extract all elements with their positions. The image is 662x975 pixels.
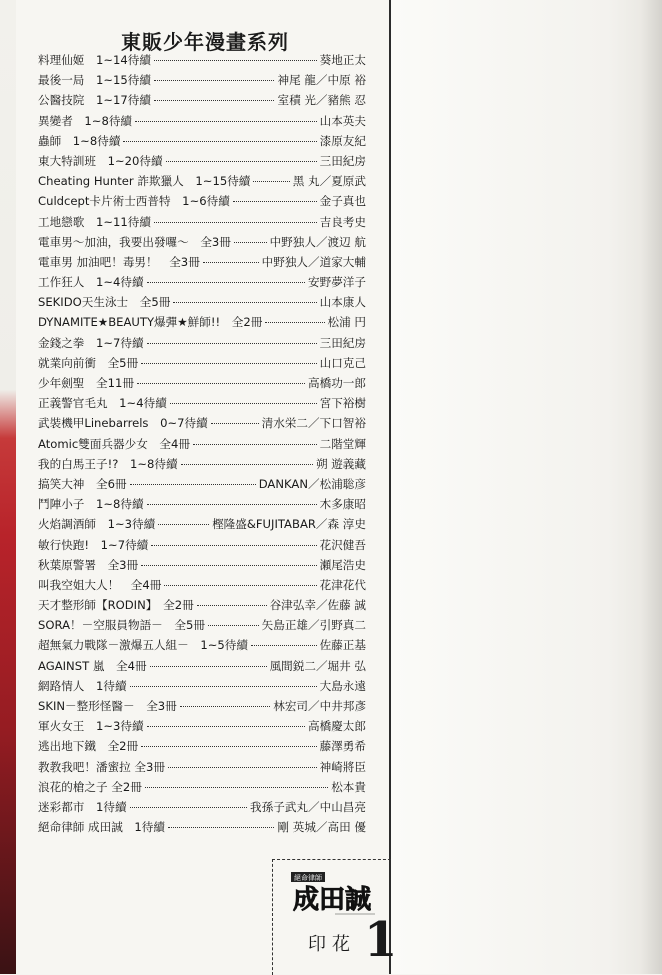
title-author: 木多康昭 xyxy=(319,497,366,512)
dotted-leader xyxy=(265,322,324,323)
title-name: 電車男～加油，我要出發囉～ 全3冊 xyxy=(38,234,231,249)
dotted-leader xyxy=(251,645,317,646)
title-author: DANKAN／松浦聡彦 xyxy=(258,476,366,491)
dotted-leader xyxy=(233,201,317,202)
dotted-leader xyxy=(170,403,317,404)
title-row xyxy=(38,779,366,799)
title-name: 絕命律師 成田誠 1待續 xyxy=(38,820,165,835)
dotted-leader xyxy=(181,464,313,465)
title-name: Atomic雙面兵器少女 全4冊 xyxy=(38,436,190,451)
title-row xyxy=(38,254,366,274)
title-name: 逃出地下鐵 全2冊 xyxy=(38,739,139,754)
title-row xyxy=(38,738,366,758)
title-author: 山口克己 xyxy=(319,355,366,370)
title-list xyxy=(38,52,366,839)
title-author: 漆原友紀 xyxy=(319,133,366,148)
right-margin xyxy=(391,0,662,974)
title-row xyxy=(38,819,366,839)
title-author: 松浦 円 xyxy=(327,315,366,330)
dotted-leader xyxy=(180,706,270,707)
title-name: 天才整形師【RODIN】 全2冊 xyxy=(38,598,194,613)
title-author: 山本康人 xyxy=(319,295,366,310)
dotted-leader xyxy=(211,423,259,424)
title-name: 叫我空姐大人！ 全4冊 xyxy=(38,577,162,592)
title-name: 超無氣力戰隊－激爆五人組－ 1~5待續 xyxy=(38,638,248,653)
title-name: 料理仙姬 1~14待續 xyxy=(38,53,151,67)
title-name: 浪花的槍之子 全2冊 xyxy=(38,779,142,794)
title-row xyxy=(38,799,366,819)
series-title: 東販少年漫畫系列 xyxy=(121,30,289,54)
title-author: 二階堂輝 xyxy=(319,436,366,451)
title-author: 大島永遠 xyxy=(319,678,366,693)
title-name: 軍火女王 1~3待續 xyxy=(38,719,144,734)
title-name: 秋葉原警署 全3冊 xyxy=(38,557,139,572)
title-name: 就業向前衝 全5冊 xyxy=(38,355,139,370)
title-author: 花沢健吾 xyxy=(319,537,366,552)
dotted-leader xyxy=(208,625,259,626)
title-author: 矢島正雄／引野真二 xyxy=(261,618,366,633)
title-row xyxy=(38,113,366,133)
title-row xyxy=(38,537,366,557)
title-author: 谷津弘幸／佐藤 誠 xyxy=(269,598,366,613)
title-author: 金子真也 xyxy=(319,194,366,209)
title-row xyxy=(38,698,366,718)
dotted-leader xyxy=(253,181,289,182)
title-author: 佐藤正基 xyxy=(319,638,366,653)
title-author: 安野夢洋子 xyxy=(308,275,366,290)
dotted-leader xyxy=(168,827,274,828)
title-name: 我的白馬王子!? 1~8待續 xyxy=(38,456,178,471)
title-author: 藤澤勇希 xyxy=(319,739,366,754)
dotted-leader xyxy=(130,484,256,485)
dotted-leader xyxy=(147,282,305,283)
dotted-leader xyxy=(173,302,316,303)
title-name: 工作狂人 1~4待續 xyxy=(38,275,144,290)
dotted-leader xyxy=(137,383,305,384)
title-row xyxy=(38,658,366,678)
title-author: 高橋功一郎 xyxy=(308,376,366,390)
title-name: SEKIDO天生泳士 全5冊 xyxy=(38,295,171,310)
dotted-leader xyxy=(197,605,267,606)
dotted-leader xyxy=(147,726,305,727)
title-author: 黑 丸／夏原武 xyxy=(292,174,366,189)
title-name: 東大特訓班 1~20待續 xyxy=(38,153,163,168)
dotted-leader xyxy=(141,565,316,566)
title-author: 神崎將臣 xyxy=(319,759,366,774)
title-author: 我孫子武丸／中山昌亮 xyxy=(250,799,366,814)
title-row xyxy=(38,436,366,456)
title-row xyxy=(38,234,366,254)
dotted-leader xyxy=(147,343,317,344)
logo-main-text: 成田誠 xyxy=(292,885,372,915)
binding-line xyxy=(389,0,391,974)
title-row xyxy=(38,637,366,657)
title-row xyxy=(38,314,366,334)
title-row xyxy=(38,274,366,294)
title-row xyxy=(38,92,366,112)
title-author: 中野独人／道家大輔 xyxy=(261,254,366,269)
title-row xyxy=(38,355,366,375)
title-row xyxy=(38,557,366,577)
title-author: 樫隆盛&FUJITABAR／森 淳史 xyxy=(212,517,366,532)
dotted-leader xyxy=(193,444,317,445)
title-name: 武裝機甲Linebarrels 0~7待續 xyxy=(38,416,208,431)
page-curl-shadow xyxy=(640,0,662,974)
title-author: 三田紀房 xyxy=(319,153,366,168)
dotted-leader xyxy=(150,666,267,667)
dotted-leader xyxy=(168,767,317,768)
title-author: 瀬尾浩史 xyxy=(319,557,366,572)
title-row xyxy=(38,72,366,92)
title-name: 搞笑大神 全6冊 xyxy=(38,476,127,491)
dotted-leader xyxy=(135,121,317,122)
logo-small-text: 絕命律師 xyxy=(294,874,322,882)
dotted-leader xyxy=(130,686,317,687)
title-name: 電車男 加油吧！毒男！ 全3冊 xyxy=(38,254,200,269)
title-author: 中野独人／渡辺 航 xyxy=(269,234,366,249)
dotted-leader xyxy=(154,222,317,223)
title-author: 山本英夫 xyxy=(319,113,366,128)
title-row xyxy=(38,395,366,415)
title-row xyxy=(38,415,366,435)
dotted-leader xyxy=(154,60,317,61)
dotted-leader xyxy=(123,141,316,142)
title-author: 高橋慶太郎 xyxy=(308,719,366,734)
title-row xyxy=(38,718,366,738)
dotted-leader xyxy=(141,363,316,364)
title-name: Culdcept卡片術士西普特 1~6待續 xyxy=(38,194,230,209)
title-row xyxy=(38,597,366,617)
title-name: 金錢之拳 1~7待續 xyxy=(38,335,144,350)
title-row xyxy=(38,133,366,153)
dotted-leader xyxy=(154,100,274,101)
title-author: 神尾 龍／中原 裕 xyxy=(277,73,366,88)
title-name: 工地戀歌 1~11待續 xyxy=(38,214,151,229)
title-name: 正義警官毛丸 1~4待續 xyxy=(38,396,167,411)
dotted-leader xyxy=(166,161,317,162)
title-name: 蟲師 1~8待續 xyxy=(38,133,121,148)
title-author: 花津花代 xyxy=(319,577,366,592)
title-name: 敏行快跑! 1~7待續 xyxy=(38,537,149,552)
title-row xyxy=(38,335,366,355)
dotted-leader xyxy=(234,242,267,243)
title-row xyxy=(38,577,366,597)
title-row xyxy=(38,496,366,516)
title-name: 教教我吧！潘蜜拉 全3冊 xyxy=(38,759,165,774)
title-author: 室積 光／豬熊 忍 xyxy=(277,93,366,108)
dotted-leader xyxy=(147,504,317,505)
stamp-word: 印花 xyxy=(308,934,356,955)
title-row xyxy=(38,516,366,536)
stamp-number: 1 xyxy=(364,912,398,968)
title-row xyxy=(38,173,366,193)
title-name: SKIN－整形怪醫－ 全3冊 xyxy=(38,699,177,713)
title-author: 林宏司／中井邦彥 xyxy=(273,699,366,713)
title-name: 火焰調酒師 1~3待續 xyxy=(38,517,156,532)
title-name: 網路情人 1待續 xyxy=(38,678,127,693)
dotted-leader xyxy=(164,585,316,586)
title-author: 剛 英城／高田 優 xyxy=(277,820,366,835)
title-name: DYNAMITE★BEAUTY爆彈★鮮師!! 全2冊 xyxy=(38,315,263,330)
dotted-leader xyxy=(151,545,316,546)
title-author: 清水栄二／下口智裕 xyxy=(261,416,366,431)
title-row xyxy=(38,476,366,496)
dotted-leader xyxy=(158,524,209,525)
title-row xyxy=(38,678,366,698)
title-row xyxy=(38,617,366,637)
title-row xyxy=(38,153,366,173)
title-name: 公醫技院 1~17待續 xyxy=(38,93,151,108)
title-row xyxy=(38,456,366,476)
title-name: AGAINST 嵐 全4冊 xyxy=(38,658,147,673)
dotted-leader xyxy=(141,746,316,747)
title-row xyxy=(38,52,366,72)
title-row xyxy=(38,193,366,213)
title-author: 宮下裕樹 xyxy=(319,396,366,411)
title-row xyxy=(38,294,366,314)
title-name: 少年劍聖 全11冊 xyxy=(38,376,134,390)
title-author: 松本貴 xyxy=(331,779,366,794)
title-author: 三田紀房 xyxy=(319,335,366,350)
title-name: 鬥陣小子 1~8待續 xyxy=(38,497,144,512)
title-author: 吉良考史 xyxy=(319,214,366,229)
dotted-leader xyxy=(130,807,248,808)
page-edge-color-strip xyxy=(0,0,16,974)
title-name: 最後一局 1~15待續 xyxy=(38,73,151,88)
dotted-leader xyxy=(154,80,274,81)
title-name: Cheating Hunter 詐欺獵人 1~15待續 xyxy=(38,174,251,189)
title-author: 朔 遊義藏 xyxy=(315,456,366,471)
title-name: SORA！－空服員物語－ 全5冊 xyxy=(38,618,205,633)
title-name: 迷彩都市 1待續 xyxy=(38,799,127,814)
title-row xyxy=(38,759,366,779)
dotted-leader xyxy=(145,787,328,788)
dotted-leader xyxy=(203,262,259,263)
title-author: 葵地正太 xyxy=(319,53,366,67)
title-author: 風間鋭二／堀井 弘 xyxy=(269,658,366,673)
title-name: 異變者 1~8待續 xyxy=(38,113,133,128)
title-row xyxy=(38,375,366,395)
title-row xyxy=(38,214,366,234)
